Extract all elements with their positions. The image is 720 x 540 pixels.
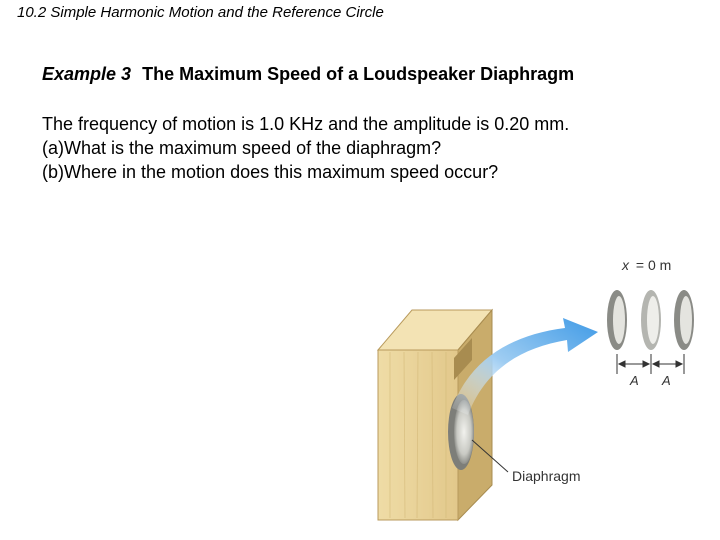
amplitude-left-label: A [630, 373, 639, 388]
amplitude-right-label: A [662, 373, 671, 388]
loudspeaker-figure [360, 240, 700, 530]
question-line-3: (b)Where in the motion does this maximum speed occur? [42, 162, 499, 182]
diaphragm-right-position-inner [680, 296, 692, 344]
example-number: Example 3 [42, 64, 132, 84]
question-line-2: (a)What is the maximum speed of the diaphragm? [42, 138, 442, 158]
position-label: x = 0 m [622, 257, 672, 273]
question-line-1: The frequency of motion is 1.0 KHz and the amplitude is 0.20 mm. [42, 114, 570, 134]
diaphragm-positions [607, 290, 694, 350]
diaphragm-center-position-inner [647, 296, 659, 344]
amplitude-markers [617, 354, 684, 374]
example-title: The Maximum Speed of a Loudspeaker Diaphragm [142, 64, 575, 84]
question-text [42, 112, 569, 184]
example-heading [42, 64, 574, 85]
section-header: 10.2 Simple Harmonic Motion and the Reference Circle [17, 4, 384, 21]
diaphragm-left-position-inner [613, 296, 625, 344]
diaphragm-label: Diaphragm [512, 468, 581, 484]
speaker-box [378, 310, 492, 520]
